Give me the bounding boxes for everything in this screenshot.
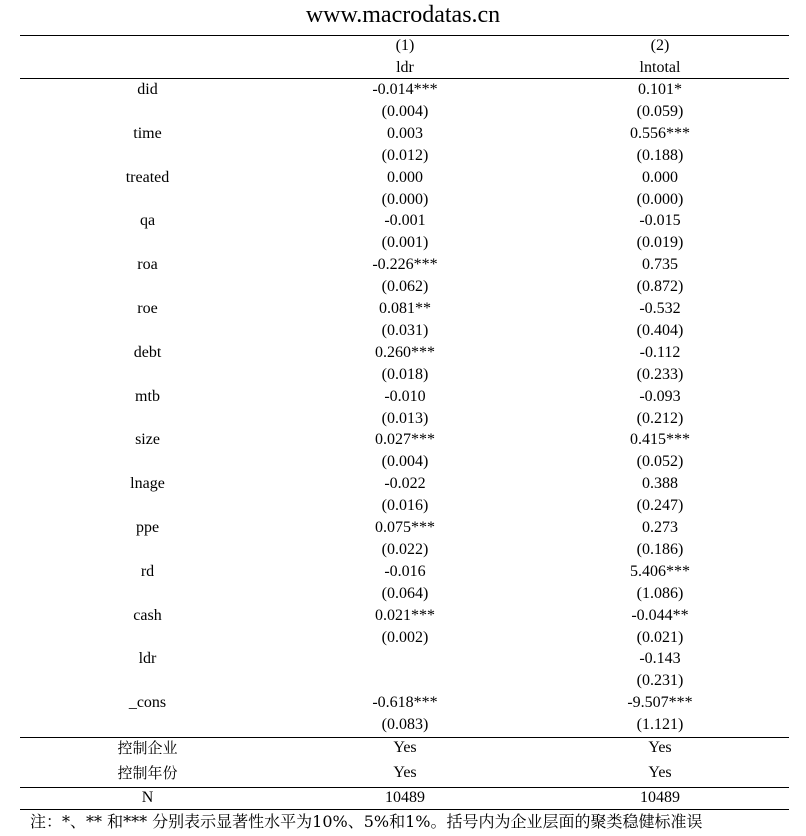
control-firm-col1: Yes — [393, 739, 417, 756]
se-col2: (0.019) — [636, 234, 684, 251]
se-col2: (0.231) — [636, 672, 684, 689]
control-year-col1: Yes — [393, 764, 417, 781]
se-col1: (0.000) — [381, 191, 429, 208]
coef-col1: -0.618*** — [372, 694, 438, 711]
n-col1: 10489 — [385, 789, 425, 806]
se-col1: (0.022) — [381, 541, 429, 558]
se-col1: (0.031) — [381, 322, 429, 339]
coef-col2: -0.044** — [631, 607, 689, 624]
coef-col2: 0.415*** — [630, 431, 690, 448]
coef-col2: -0.143 — [639, 650, 681, 667]
variable-name: debt — [133, 344, 162, 361]
se-col1: (0.001) — [381, 234, 429, 251]
column-number-1: (1) — [395, 37, 415, 54]
variable-name: treated — [125, 169, 170, 186]
variable-name: mtb — [135, 388, 160, 405]
coef-col2: -9.507*** — [627, 694, 693, 711]
se-col1: (0.064) — [381, 585, 429, 602]
control-label-firm: 控制企业 — [117, 739, 178, 757]
se-col2: (0.059) — [636, 103, 684, 120]
coef-col1: -0.001 — [384, 212, 426, 229]
coef-col1: 0.081** — [379, 300, 431, 317]
coef-col2: 0.273 — [642, 519, 678, 536]
se-col1: (0.018) — [381, 366, 429, 383]
variable-name: size — [135, 431, 160, 448]
coef-col2: 5.406*** — [630, 563, 690, 580]
coef-col2: 0.735 — [642, 256, 678, 273]
coef-col2: -0.112 — [639, 344, 681, 361]
coef-col2: -0.532 — [639, 300, 681, 317]
coef-col1 — [300, 648, 510, 670]
coef-col1: 0.021*** — [375, 607, 435, 624]
se-col2: (0.021) — [636, 629, 684, 646]
coef-col2: 0.388 — [642, 475, 678, 492]
se-col2: (0.404) — [636, 322, 684, 339]
se-col2: (0.188) — [636, 147, 684, 164]
coef-col2: 0.556*** — [630, 125, 690, 142]
coef-col1: 0.260*** — [375, 344, 435, 361]
coef-col1: 0.000 — [387, 169, 423, 186]
coef-col1: -0.014*** — [372, 81, 438, 98]
se-col1: (0.012) — [381, 147, 429, 164]
coef-col2: 0.000 — [642, 169, 678, 186]
coef-col1: 0.003 — [387, 125, 423, 142]
variable-name: ldr — [138, 650, 157, 667]
se-col1: (0.002) — [381, 629, 429, 646]
se-col1: (0.004) — [381, 103, 429, 120]
coef-col1: -0.022 — [384, 475, 426, 492]
variable-name: ppe — [135, 519, 160, 536]
table-note: 注：*、** 和*** 分别表示显著性水平为10%、5%和1%。括号内为企业层面的聚类稳健标准误 — [30, 812, 703, 831]
variable-name: qa — [139, 212, 156, 229]
coef-col1: 0.027*** — [375, 431, 435, 448]
n-col2: 10489 — [640, 789, 680, 806]
se-col2: (0.052) — [636, 453, 684, 470]
control-year-col2: Yes — [648, 764, 672, 781]
se-col2: (0.247) — [636, 497, 684, 514]
dependent-var-2: lntotal — [639, 59, 681, 76]
se-col1: (0.016) — [381, 497, 429, 514]
table-bottom-rule — [20, 809, 789, 810]
control-label-year: 控制年份 — [117, 764, 178, 782]
se-col1: (0.083) — [381, 716, 429, 733]
dependent-var-1: ldr — [396, 59, 414, 76]
variable-name: lnage — [130, 475, 165, 492]
se-col2: (0.872) — [636, 278, 684, 295]
control-firm-col2: Yes — [648, 739, 672, 756]
coef-col2: 0.101* — [638, 81, 682, 98]
coef-col1: -0.016 — [384, 563, 426, 580]
se-col1: (0.062) — [381, 278, 429, 295]
coef-col1: 0.075*** — [375, 519, 435, 536]
se-col2: (0.233) — [636, 366, 684, 383]
se-col1: (0.004) — [381, 453, 429, 470]
coef-col2: -0.015 — [639, 212, 681, 229]
variable-name: roe — [137, 300, 158, 317]
variable-name: rd — [140, 563, 155, 580]
se-col1: (0.013) — [381, 410, 429, 427]
n-label: N — [141, 789, 154, 806]
variable-name: did — [137, 81, 158, 98]
se-col2: (1.086) — [636, 585, 684, 602]
variable-name: roa — [137, 256, 158, 273]
variable-name: _cons — [128, 694, 167, 711]
se-col2: (0.186) — [636, 541, 684, 558]
watermark-title: www.macrodatas.cn — [305, 2, 501, 28]
se-col2: (0.000) — [636, 191, 684, 208]
coef-col2: -0.093 — [639, 388, 681, 405]
variable-name: cash — [133, 607, 162, 624]
column-number-2: (2) — [650, 37, 670, 54]
variable-name: time — [133, 125, 162, 142]
coef-col1: -0.010 — [384, 388, 426, 405]
se-col2: (1.121) — [636, 716, 684, 733]
se-col1 — [300, 670, 510, 692]
coef-col1: -0.226*** — [372, 256, 438, 273]
se-col2: (0.212) — [636, 410, 684, 427]
